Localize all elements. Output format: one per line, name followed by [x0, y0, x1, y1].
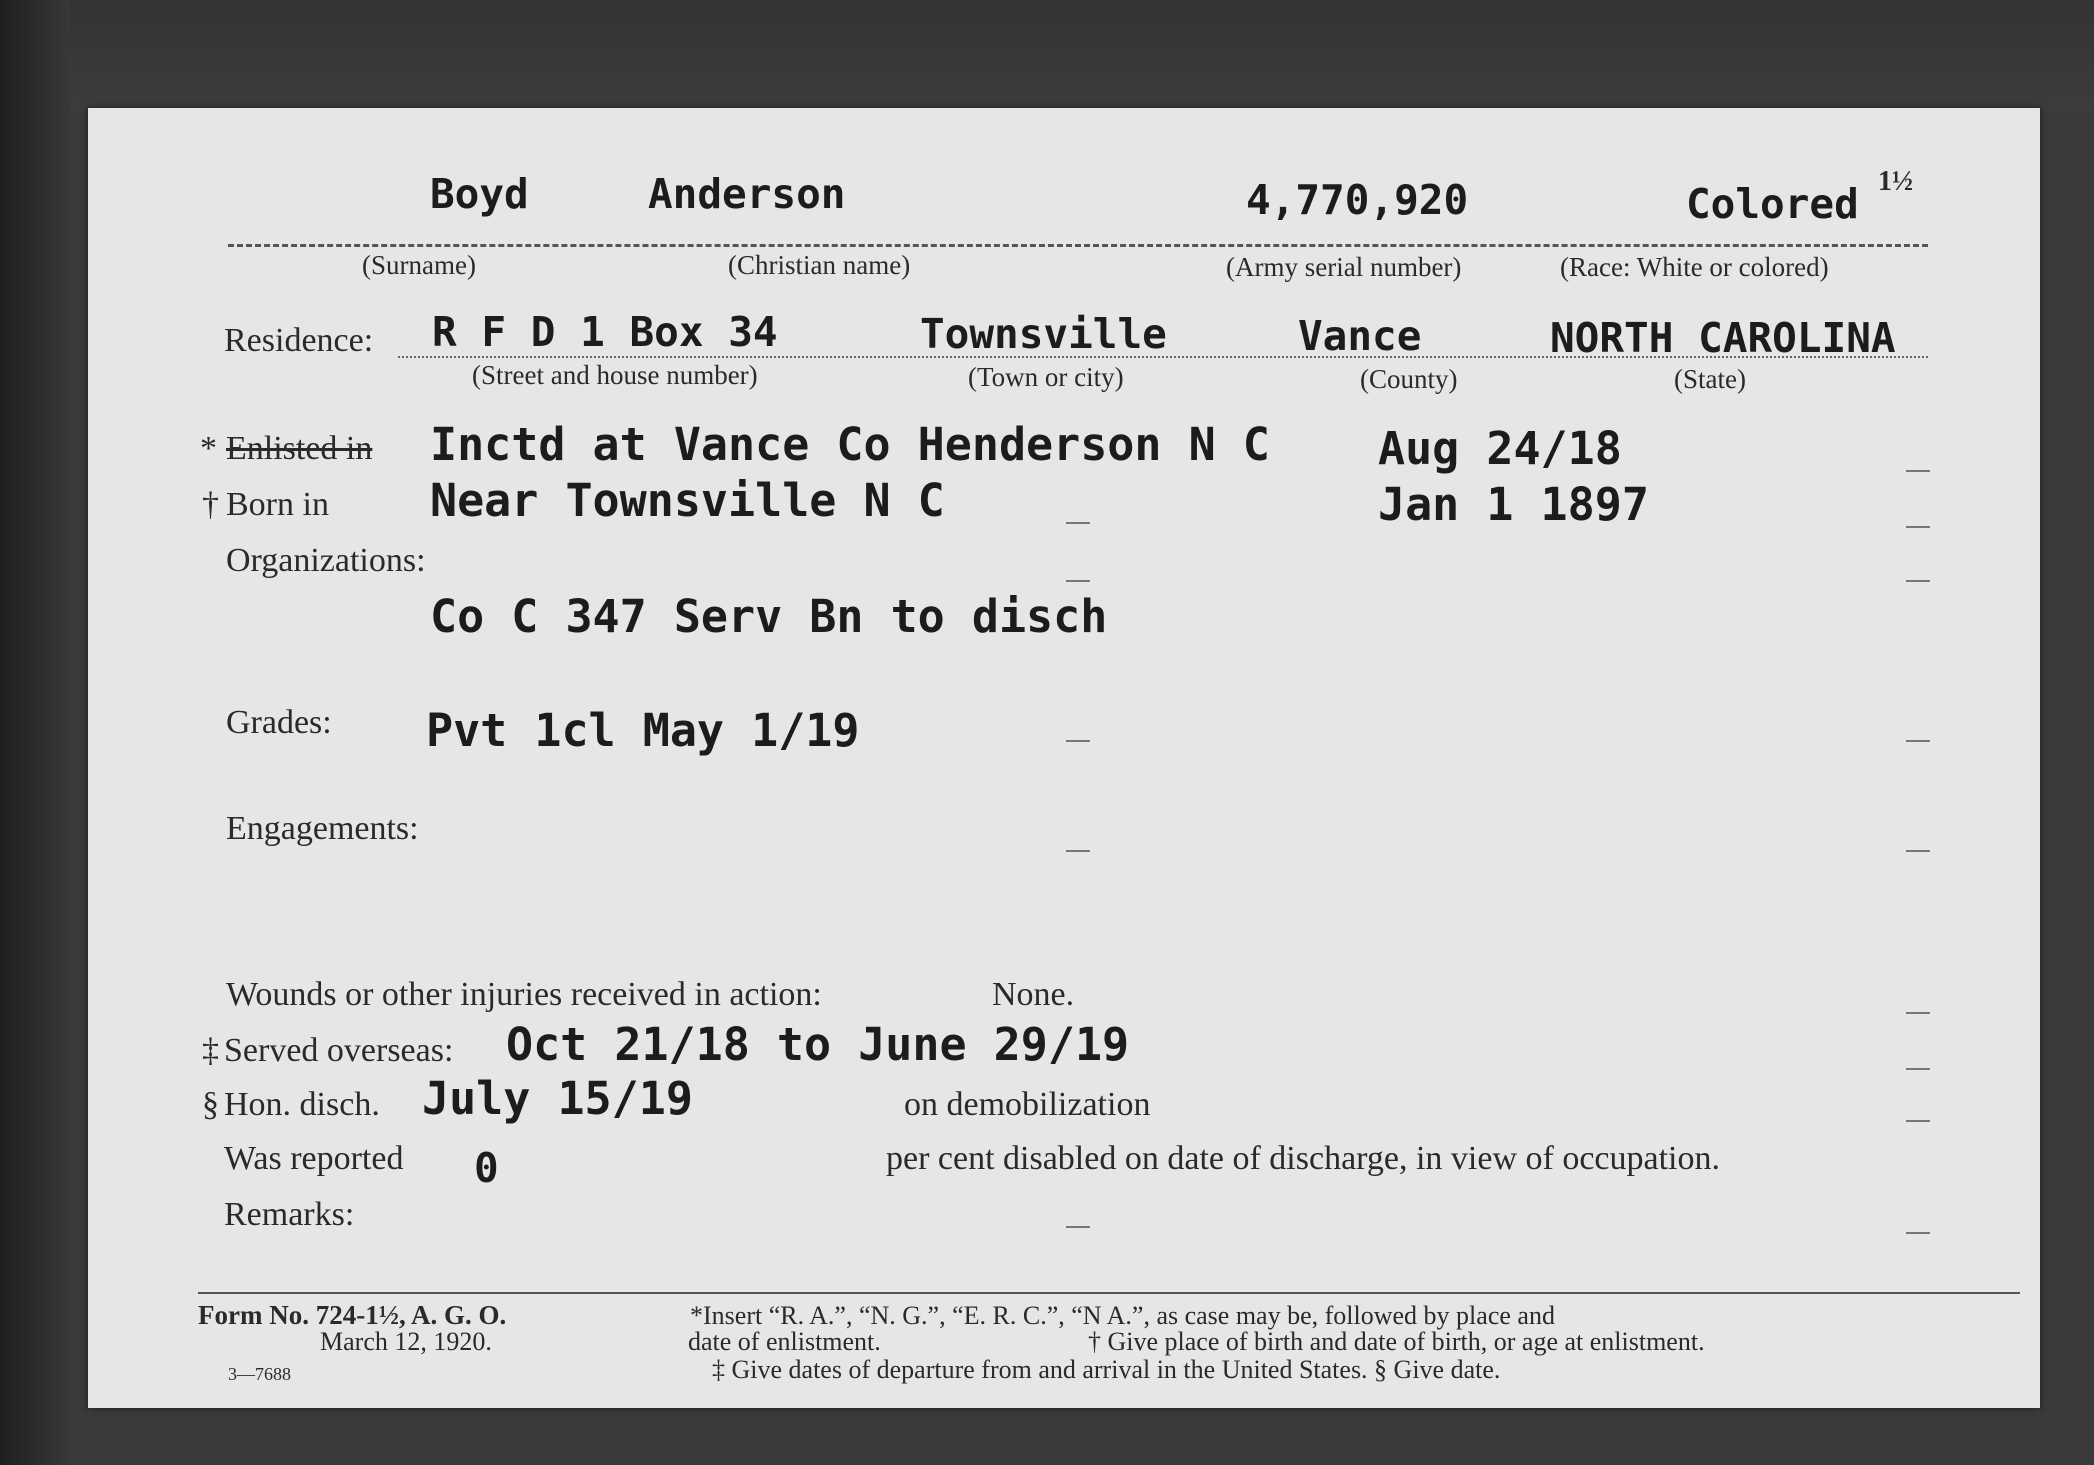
overseas-marker: ‡: [202, 1032, 219, 1069]
reported-label: Was reported: [224, 1140, 404, 1177]
enlisted-date: Aug 24/18: [1378, 422, 1622, 475]
discharge-marker: §: [202, 1086, 219, 1123]
state-caption: (State): [1674, 364, 1746, 394]
surname-value: Boyd: [430, 170, 529, 218]
overseas-label: Served overseas:: [224, 1032, 454, 1069]
residence-rule: [398, 356, 1928, 358]
race-caption: (Race: White or colored): [1560, 252, 1829, 282]
footer-rule: [198, 1292, 2020, 1294]
serial-number-caption: (Army serial number): [1226, 252, 1462, 282]
tick-mark: [1906, 740, 1930, 742]
tick-mark: [1066, 580, 1090, 582]
residence-label: Residence:: [224, 322, 374, 359]
tick-mark: [1066, 740, 1090, 742]
discharge-value: July 15/19: [422, 1072, 693, 1125]
born-value: Near Townsville N C: [430, 474, 945, 527]
county-caption: (County): [1360, 364, 1458, 394]
form-date: March 12, 1920.: [320, 1327, 492, 1356]
form-number: Form No. 724-1½, A. G. O.: [198, 1300, 507, 1330]
organizations-label: Organizations:: [226, 542, 426, 579]
residence-county-value: Vance: [1298, 312, 1422, 360]
grades-label: Grades:: [226, 704, 332, 741]
wounds-value: None.: [992, 976, 1075, 1013]
street-caption: (Street and house number): [472, 360, 758, 390]
christian-name-value: Anderson: [648, 170, 846, 218]
tick-mark: [1066, 522, 1090, 524]
discharge-label: Hon. disch.: [224, 1086, 380, 1123]
organizations-value: Co C 347 Serv Bn to disch: [430, 590, 1108, 643]
residence-town-value: Townsville: [920, 310, 1167, 358]
header-rule: [228, 244, 1928, 247]
race-value: Colored: [1686, 180, 1859, 228]
service-record-card: [88, 108, 2040, 1408]
tick-mark: [1906, 1232, 1930, 1234]
christian-name-caption: (Christian name): [728, 250, 911, 280]
scan-backdrop-left: [0, 0, 70, 1465]
tick-mark: [1066, 1226, 1090, 1228]
tick-mark: [1066, 850, 1090, 852]
footer-note-1: *Insert “R. A.”, “N. G.”, “E. R. C.”, “N A.”, as case may be, followed by place and: [690, 1301, 1555, 1330]
serial-number-value: 4,770,920: [1246, 176, 1469, 224]
residence-street-value: R F D 1 Box 34: [432, 308, 778, 356]
discharge-note: on demobilization: [904, 1086, 1151, 1123]
footer-note-3: ‡ Give dates of departure from and arrival in the United States. § Give date.: [712, 1355, 1501, 1384]
tick-mark: [1906, 470, 1930, 472]
tick-mark: [1906, 850, 1930, 852]
wounds-label: Wounds or other injuries received in action:: [226, 976, 822, 1013]
tick-mark: [1906, 580, 1930, 582]
corner-mark: 1½: [1878, 166, 1913, 197]
born-date: Jan 1 1897: [1378, 478, 1649, 531]
enlisted-marker: *: [200, 430, 217, 467]
tick-mark: [1906, 1012, 1930, 1014]
reported-value: 0: [474, 1144, 499, 1192]
town-caption: (Town or city): [968, 362, 1124, 392]
engagements-label: Engagements:: [226, 810, 419, 847]
tick-mark: [1906, 526, 1930, 528]
footer-note-2: date of enlistment.: [688, 1327, 881, 1356]
print-code: 3—7688: [228, 1364, 291, 1384]
scan-backdrop-top: [0, 0, 2094, 110]
tick-mark: [1906, 1120, 1930, 1122]
born-label: Born in: [226, 486, 329, 523]
enlisted-label: Enlisted in: [226, 430, 373, 467]
enlisted-value: Inctd at Vance Co Henderson N C: [430, 418, 1270, 471]
remarks-label: Remarks:: [224, 1196, 355, 1233]
reported-text: per cent disabled on date of discharge, in view of occupation.: [886, 1140, 1720, 1177]
surname-caption: (Surname): [362, 250, 476, 280]
overseas-value: Oct 21/18 to June 29/19: [506, 1018, 1130, 1071]
born-marker: †: [202, 486, 219, 523]
grades-value: Pvt 1cl May 1/19: [426, 704, 860, 757]
footer-note-2b: † Give place of birth and date of birth, or age at enlistment.: [1088, 1327, 1705, 1356]
tick-mark: [1906, 1068, 1930, 1070]
residence-state-value: NORTH CAROLINA: [1550, 314, 1896, 362]
